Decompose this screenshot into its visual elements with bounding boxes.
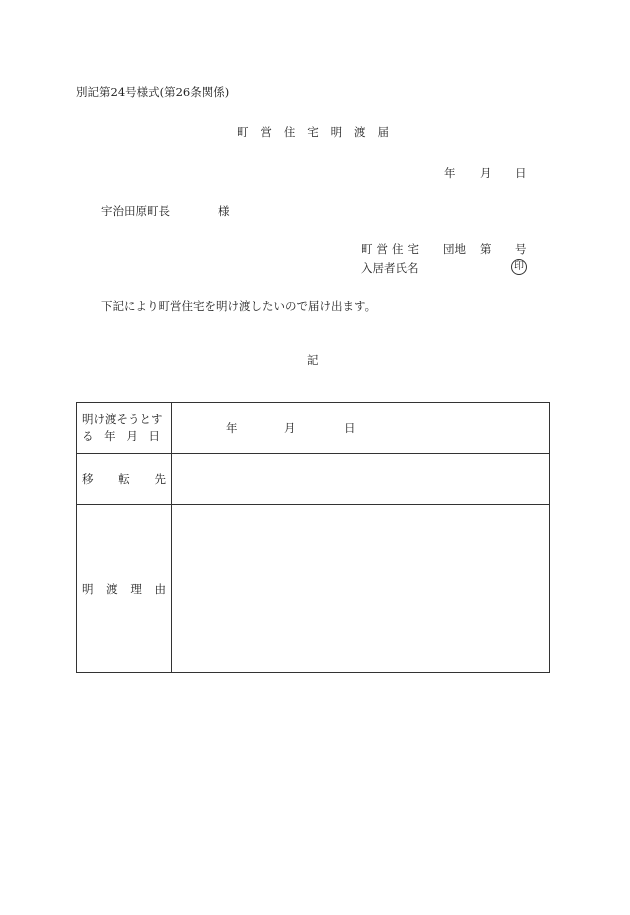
label-char: る [82, 429, 94, 443]
title-char: 住 [283, 125, 296, 139]
moveout-date-field[interactable] [172, 403, 550, 454]
row-moveout-date [77, 403, 550, 454]
reason-field[interactable] [172, 505, 550, 673]
housing-label-char: 宅 [407, 242, 419, 256]
label-reason [77, 505, 172, 673]
dai-label: 第 [480, 242, 492, 256]
danchi-label: 団地 [443, 242, 466, 256]
label-char: 年 [104, 429, 116, 443]
resident-name-label: 入居者氏名 [361, 261, 419, 275]
date-line [444, 165, 526, 179]
statement-text: 下記により町営住宅を明け渡したいので届け出ます。 [101, 299, 377, 313]
title-char: 明 [330, 125, 343, 139]
housing-label-char: 営 [376, 242, 388, 256]
seal-icon [511, 259, 527, 275]
label-char: 渡 [106, 581, 118, 596]
date-month: 月 [480, 166, 492, 180]
label-char: 理 [130, 581, 142, 596]
ki-heading: 記 [307, 353, 319, 367]
housing-label-char: 住 [392, 242, 404, 256]
label-char: 月 [126, 429, 138, 443]
new-address-field[interactable] [172, 454, 550, 505]
record-table [76, 402, 550, 673]
gou-label: 号 [515, 242, 527, 256]
label-char: 移 [82, 472, 94, 486]
label-moveout-date-line1: 明け渡そうとす [82, 412, 163, 426]
label-char: 先 [154, 472, 166, 486]
title-char: 営 [260, 125, 272, 139]
housing-label [361, 241, 419, 257]
seal-char: 印 [514, 261, 524, 272]
title-char: 町 [237, 125, 249, 139]
date-day: 日 [515, 166, 527, 180]
moveout-month: 月 [284, 421, 296, 435]
form-title [237, 124, 389, 140]
label-moveout-date [77, 403, 172, 454]
moveout-day: 日 [344, 421, 356, 435]
label-char: 日 [148, 429, 160, 443]
row-new-address [77, 454, 550, 505]
label-char: 明 [82, 581, 94, 596]
label-char: 由 [154, 581, 166, 596]
addressee-name: 宇治田原町長 [101, 204, 170, 218]
label-char: 転 [118, 472, 130, 486]
housing-label-char: 町 [361, 242, 373, 256]
form-id: 別記第24号様式(第26条関係) [76, 85, 230, 99]
date-year: 年 [444, 166, 456, 180]
title-char: 届 [377, 125, 389, 139]
addressee-honorific: 様 [218, 204, 230, 218]
row-reason [77, 505, 550, 673]
title-char: 渡 [354, 125, 366, 139]
label-new-address [77, 454, 172, 505]
moveout-year: 年 [226, 421, 238, 435]
label-moveout-date-line2 [82, 428, 166, 445]
title-char: 宅 [307, 125, 319, 139]
